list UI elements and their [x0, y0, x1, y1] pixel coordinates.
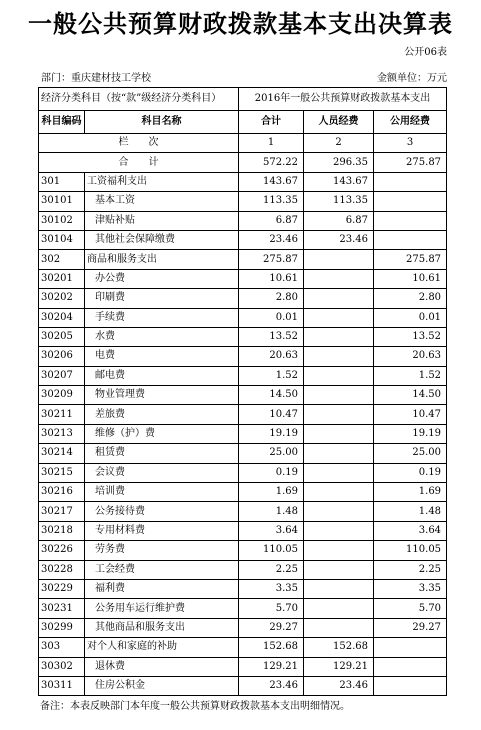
- table-row: [39, 541, 447, 560]
- row-personnel: [304, 483, 374, 502]
- row-code: 30218: [39, 521, 85, 540]
- row-public: 1.52: [374, 366, 447, 385]
- row-code: 30101: [39, 192, 85, 211]
- row-name: 电费: [85, 347, 239, 366]
- row-personnel: [304, 308, 374, 327]
- row-personnel: [304, 599, 374, 618]
- row-code: 30228: [39, 560, 85, 579]
- row-public: 275.87: [374, 250, 447, 269]
- row-total: 10.61: [239, 269, 304, 288]
- row-name: 住房公积金: [85, 676, 239, 695]
- row-code: 30311: [39, 676, 85, 695]
- row-name: 公务接待费: [85, 502, 239, 521]
- row-personnel: 23.46: [304, 676, 374, 695]
- row-public: 10.61: [374, 269, 447, 288]
- row-code: 30217: [39, 502, 85, 521]
- column-index-row: [39, 134, 447, 153]
- row-total: 3.35: [239, 579, 304, 598]
- row-code: 30302: [39, 657, 85, 676]
- grand-total-row: [39, 153, 447, 172]
- row-code: 30229: [39, 579, 85, 598]
- row-total: 152.68: [239, 638, 304, 657]
- row-total: 110.05: [239, 541, 304, 560]
- row-personnel: 129.21: [304, 657, 374, 676]
- row-total: 23.46: [239, 676, 304, 695]
- table-row: [39, 327, 447, 346]
- row-public: [374, 638, 447, 657]
- table-row: [39, 308, 447, 327]
- row-personnel: [304, 347, 374, 366]
- row-code: 30204: [39, 308, 85, 327]
- row-public: 3.35: [374, 579, 447, 598]
- row-public: [374, 192, 447, 211]
- row-code: 30215: [39, 463, 85, 482]
- row-name: 津贴补贴: [85, 211, 239, 230]
- row-name: 退休费: [85, 657, 239, 676]
- row-code: 30213: [39, 424, 85, 443]
- row-code: 30205: [39, 327, 85, 346]
- row-code: 302: [39, 250, 85, 269]
- table-row: [39, 618, 447, 637]
- public-column-header: 公用经费: [374, 111, 447, 134]
- table-row: [39, 579, 447, 598]
- row-total: 2.25: [239, 560, 304, 579]
- row-personnel: [304, 541, 374, 560]
- row-personnel: [304, 521, 374, 540]
- category-header: 经济分类科目（按“款”级经济分类科目）: [39, 88, 239, 111]
- table-row: [39, 269, 447, 288]
- row-personnel: [304, 386, 374, 405]
- row-total: 2.80: [239, 289, 304, 308]
- table-row: [39, 502, 447, 521]
- table-row: [39, 405, 447, 424]
- row-total: 1.48: [239, 502, 304, 521]
- row-personnel: [304, 618, 374, 637]
- code-column-header: 科目编码: [39, 111, 85, 134]
- row-code: 30104: [39, 230, 85, 249]
- row-total: 113.35: [239, 192, 304, 211]
- row-personnel: [304, 327, 374, 346]
- row-name: 劳务费: [85, 541, 239, 560]
- table-row: [39, 463, 447, 482]
- row-personnel: [304, 444, 374, 463]
- row-public: 2.80: [374, 289, 447, 308]
- row-personnel: [304, 463, 374, 482]
- column-index-3: 3: [374, 134, 447, 153]
- row-name: 邮电费: [85, 366, 239, 385]
- row-personnel: 152.68: [304, 638, 374, 657]
- row-name: 物业管理费: [85, 386, 239, 405]
- table-row: [39, 386, 447, 405]
- row-public: 10.47: [374, 405, 447, 424]
- row-code: 30201: [39, 269, 85, 288]
- row-name: 维修（护）费: [85, 424, 239, 443]
- table-row: [39, 347, 447, 366]
- row-name: 办公费: [85, 269, 239, 288]
- table-row: [39, 599, 447, 618]
- table-row: [39, 366, 447, 385]
- row-total: 1.52: [239, 366, 304, 385]
- row-name: 其他商品和服务支出: [85, 618, 239, 637]
- row-personnel: 6.87: [304, 211, 374, 230]
- row-personnel: [304, 502, 374, 521]
- total-column-header: 合计: [239, 111, 304, 134]
- row-personnel: [304, 269, 374, 288]
- row-name: 印刷费: [85, 289, 239, 308]
- row-code: 30207: [39, 366, 85, 385]
- row-name: 基本工资: [85, 192, 239, 211]
- row-personnel: [304, 289, 374, 308]
- row-name: 福利费: [85, 579, 239, 598]
- footnote: 备注：本表反映部门本年度一般公共预算财政拨款基本支出明细情况。: [40, 701, 350, 712]
- table-row: [39, 230, 447, 249]
- row-public: [374, 211, 447, 230]
- row-personnel: [304, 579, 374, 598]
- row-public: 110.05: [374, 541, 447, 560]
- row-personnel: 113.35: [304, 192, 374, 211]
- row-total: 19.19: [239, 424, 304, 443]
- row-total: 23.46: [239, 230, 304, 249]
- grand-total-amount: 572.22: [239, 153, 304, 172]
- row-public: 19.19: [374, 424, 447, 443]
- header-row-top: [39, 88, 447, 111]
- row-total: 14.50: [239, 386, 304, 405]
- row-public: 0.19: [374, 463, 447, 482]
- column-index-1: 1: [239, 134, 304, 153]
- report-title: 一般公共预算财政拨款基本支出决算表: [28, 10, 453, 38]
- row-total: 13.52: [239, 327, 304, 346]
- row-code: 30299: [39, 618, 85, 637]
- row-name: 工资福利支出: [85, 172, 239, 191]
- table-row: [39, 521, 447, 540]
- row-total: 3.64: [239, 521, 304, 540]
- column-index-2: 2: [304, 134, 374, 153]
- row-personnel: [304, 366, 374, 385]
- row-total: 1.69: [239, 483, 304, 502]
- row-personnel: [304, 560, 374, 579]
- table-row: [39, 250, 447, 269]
- column-index-label: 栏 次: [39, 134, 239, 153]
- row-name: 专用材料费: [85, 521, 239, 540]
- row-total: 0.19: [239, 463, 304, 482]
- row-name: 培训费: [85, 483, 239, 502]
- row-public: 14.50: [374, 386, 447, 405]
- row-name: 公务用车运行维护费: [85, 599, 239, 618]
- row-personnel: [304, 250, 374, 269]
- row-name: 工会经费: [85, 560, 239, 579]
- row-public: 1.69: [374, 483, 447, 502]
- row-name: 会议费: [85, 463, 239, 482]
- table-row: [39, 638, 447, 657]
- row-public: 3.64: [374, 521, 447, 540]
- row-public: [374, 657, 447, 676]
- row-public: [374, 230, 447, 249]
- table-row: [39, 676, 447, 695]
- table-row: [39, 192, 447, 211]
- row-name: 其他社会保障缴费: [85, 230, 239, 249]
- row-code: 30209: [39, 386, 85, 405]
- row-personnel: [304, 424, 374, 443]
- row-name: 差旅费: [85, 405, 239, 424]
- row-total: 6.87: [239, 211, 304, 230]
- amount-unit-label: 金额单位：万元: [377, 73, 447, 84]
- row-public: 13.52: [374, 327, 447, 346]
- row-code: 303: [39, 638, 85, 657]
- row-total: 129.21: [239, 657, 304, 676]
- row-code: 30202: [39, 289, 85, 308]
- name-column-header: 科目名称: [85, 111, 239, 134]
- grand-total-public: 275.87: [374, 153, 447, 172]
- table-row: [39, 424, 447, 443]
- row-public: 1.48: [374, 502, 447, 521]
- row-public: 20.63: [374, 347, 447, 366]
- row-name: 手续费: [85, 308, 239, 327]
- row-code: 30211: [39, 405, 85, 424]
- row-public: 25.00: [374, 444, 447, 463]
- row-total: 20.63: [239, 347, 304, 366]
- row-name: 商品和服务支出: [85, 250, 239, 269]
- row-total: 25.00: [239, 444, 304, 463]
- grand-total-label: 合 计: [39, 153, 239, 172]
- table-row: [39, 289, 447, 308]
- row-public: 5.70: [374, 599, 447, 618]
- row-total: 275.87: [239, 250, 304, 269]
- row-name: 租赁费: [85, 444, 239, 463]
- row-code: 30216: [39, 483, 85, 502]
- row-code: 30231: [39, 599, 85, 618]
- row-personnel: [304, 405, 374, 424]
- row-total: 143.67: [239, 172, 304, 191]
- table-row: [39, 444, 447, 463]
- expenditure-table: [38, 87, 447, 696]
- row-personnel: 23.46: [304, 230, 374, 249]
- row-name: 水费: [85, 327, 239, 346]
- form-number: 公开06表: [404, 47, 447, 58]
- row-code: 30206: [39, 347, 85, 366]
- row-total: 29.27: [239, 618, 304, 637]
- row-public: 29.27: [374, 618, 447, 637]
- grand-total-personnel: 296.35: [304, 153, 374, 172]
- row-name: 对个人和家庭的补助: [85, 638, 239, 657]
- header-row-columns: [39, 111, 447, 134]
- row-code: 30214: [39, 444, 85, 463]
- row-public: [374, 676, 447, 695]
- table-row: [39, 172, 447, 191]
- year-header: 2016年一般公共预算财政拨款基本支出: [239, 88, 447, 111]
- table-row: [39, 211, 447, 230]
- row-public: [374, 172, 447, 191]
- row-personnel: 143.67: [304, 172, 374, 191]
- row-total: 0.01: [239, 308, 304, 327]
- department-label: 部门：重庆建材技工学校: [41, 73, 151, 84]
- row-code: 301: [39, 172, 85, 191]
- row-code: 30226: [39, 541, 85, 560]
- table-body: [39, 88, 447, 696]
- table-row: [39, 560, 447, 579]
- personnel-column-header: 人员经费: [304, 111, 374, 134]
- row-code: 30102: [39, 211, 85, 230]
- row-public: 0.01: [374, 308, 447, 327]
- table-row: [39, 483, 447, 502]
- table-row: [39, 657, 447, 676]
- row-total: 10.47: [239, 405, 304, 424]
- row-public: 2.25: [374, 560, 447, 579]
- row-total: 5.70: [239, 599, 304, 618]
